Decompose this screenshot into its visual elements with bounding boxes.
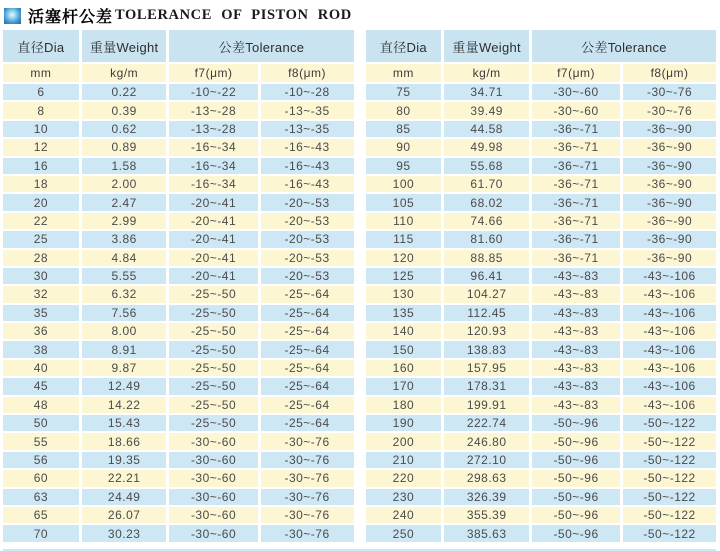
col-header-tolerance: 公差Tolerance (532, 30, 716, 64)
f7-cell: -43~-83 (532, 323, 623, 341)
tolerance-table-right (366, 30, 717, 544)
weight-cell: 2.99 (82, 213, 170, 231)
f8-cell: -25~-64 (261, 360, 354, 378)
f8-cell: -43~-106 (623, 341, 716, 359)
dia-cell: 10 (3, 121, 82, 139)
f8-cell: -25~-64 (261, 397, 354, 415)
weight-cell: 44.58 (444, 121, 532, 139)
page-title (0, 0, 720, 28)
weight-cell: 326.39 (444, 489, 532, 507)
dia-cell: 38 (3, 341, 82, 359)
f7-cell: -30~-60 (169, 470, 260, 488)
table-row (366, 323, 717, 341)
table-row (3, 121, 354, 139)
weight-cell: 1.58 (82, 158, 170, 176)
weight-cell: 0.62 (82, 121, 170, 139)
weight-cell: 222.74 (444, 415, 532, 433)
dia-cell: 160 (366, 360, 445, 378)
dia-cell: 80 (366, 102, 445, 120)
table-row (366, 213, 717, 231)
f8-cell: -25~-64 (261, 305, 354, 323)
f7-cell: -43~-83 (532, 360, 623, 378)
weight-cell: 138.83 (444, 341, 532, 359)
table-row (366, 176, 717, 194)
f8-cell: -30~-76 (261, 452, 354, 470)
table-row (3, 158, 354, 176)
dia-cell: 60 (3, 470, 82, 488)
dia-cell: 85 (366, 121, 445, 139)
page-title-chinese: 活塞杆公差 (28, 9, 114, 26)
f7-cell: -25~-50 (169, 360, 260, 378)
f7-cell: -50~-96 (532, 452, 623, 470)
f8-cell: -16~-43 (261, 158, 354, 176)
f7-cell: -30~-60 (532, 102, 623, 120)
f7-cell: -16~-34 (169, 176, 260, 194)
table-row (3, 397, 354, 415)
dia-cell: 55 (3, 433, 82, 451)
unit-kgm: kg/m (82, 64, 170, 84)
f8-cell: -20~-53 (261, 194, 354, 212)
f7-cell: -30~-60 (169, 452, 260, 470)
weight-cell: 272.10 (444, 452, 532, 470)
dia-cell: 100 (366, 176, 445, 194)
table-row (366, 489, 717, 507)
f8-cell: -36~-90 (623, 139, 716, 157)
f7-cell: -20~-41 (169, 268, 260, 286)
table-row (366, 194, 717, 212)
table-row (366, 84, 717, 102)
dia-cell: 30 (3, 268, 82, 286)
weight-cell: 8.91 (82, 341, 170, 359)
weight-cell: 49.98 (444, 139, 532, 157)
f7-cell: -30~-60 (532, 84, 623, 102)
f8-cell: -43~-106 (623, 323, 716, 341)
dia-cell: 130 (366, 286, 445, 304)
f8-cell: -25~-64 (261, 415, 354, 433)
f7-cell: -13~-28 (169, 121, 260, 139)
weight-cell: 385.63 (444, 525, 532, 543)
dia-cell: 120 (366, 250, 445, 268)
weight-cell: 5.55 (82, 268, 170, 286)
dia-cell: 125 (366, 268, 445, 286)
f8-cell: -43~-106 (623, 305, 716, 323)
dia-cell: 75 (366, 84, 445, 102)
f8-cell: -30~-76 (261, 525, 354, 543)
weight-cell: 298.63 (444, 470, 532, 488)
f7-cell: -20~-41 (169, 231, 260, 249)
table-row (3, 525, 354, 543)
weight-cell: 104.27 (444, 286, 532, 304)
tolerance-table-left (3, 30, 354, 544)
f7-cell: -43~-83 (532, 378, 623, 396)
f8-cell: -36~-90 (623, 250, 716, 268)
f7-cell: -25~-50 (169, 305, 260, 323)
f8-cell: -30~-76 (261, 507, 354, 525)
f7-cell: -16~-34 (169, 158, 260, 176)
dia-cell: 150 (366, 341, 445, 359)
f7-cell: -36~-71 (532, 121, 623, 139)
f8-cell: -50~-122 (623, 525, 716, 543)
weight-cell: 6.32 (82, 286, 170, 304)
f8-cell: -20~-53 (261, 268, 354, 286)
f8-cell: -30~-76 (261, 470, 354, 488)
unit-f8: f8(μm) (261, 64, 354, 84)
table-row (366, 268, 717, 286)
dia-cell: 230 (366, 489, 445, 507)
table-row (366, 286, 717, 304)
f7-cell: -50~-96 (532, 507, 623, 525)
f8-cell: -50~-122 (623, 470, 716, 488)
table-row (366, 507, 717, 525)
dia-cell: 36 (3, 323, 82, 341)
f7-cell: -25~-50 (169, 323, 260, 341)
f7-cell: -43~-83 (532, 341, 623, 359)
f7-cell: -25~-50 (169, 415, 260, 433)
weight-cell: 22.21 (82, 470, 170, 488)
f8-cell: -20~-53 (261, 250, 354, 268)
unit-f8: f8(μm) (623, 64, 716, 84)
units-row (366, 64, 717, 84)
dia-cell: 65 (3, 507, 82, 525)
f7-cell: -36~-71 (532, 139, 623, 157)
f8-cell: -50~-122 (623, 415, 716, 433)
dia-cell: 18 (3, 176, 82, 194)
table-row (3, 176, 354, 194)
table-row (366, 452, 717, 470)
weight-cell: 0.22 (82, 84, 170, 102)
f7-cell: -36~-71 (532, 176, 623, 194)
f8-cell: -30~-76 (261, 433, 354, 451)
weight-cell: 178.31 (444, 378, 532, 396)
dia-cell: 180 (366, 397, 445, 415)
f7-cell: -20~-41 (169, 250, 260, 268)
table-row (3, 102, 354, 120)
weight-cell: 0.39 (82, 102, 170, 120)
unit-kgm: kg/m (444, 64, 532, 84)
f7-cell: -20~-41 (169, 213, 260, 231)
table-row (366, 250, 717, 268)
f8-cell: -50~-122 (623, 489, 716, 507)
table-row (3, 305, 354, 323)
f8-cell: -43~-106 (623, 268, 716, 286)
dia-cell: 95 (366, 158, 445, 176)
weight-cell: 2.47 (82, 194, 170, 212)
header-row (3, 30, 354, 64)
f7-cell: -36~-71 (532, 213, 623, 231)
f8-cell: -50~-122 (623, 433, 716, 451)
dia-cell: 170 (366, 378, 445, 396)
weight-cell: 24.49 (82, 489, 170, 507)
f7-cell: -36~-71 (532, 194, 623, 212)
col-header-dia: 直径Dia (3, 30, 82, 64)
f8-cell: -13~-35 (261, 102, 354, 120)
f7-cell: -16~-34 (169, 139, 260, 157)
f7-cell: -36~-71 (532, 231, 623, 249)
f7-cell: -25~-50 (169, 341, 260, 359)
weight-cell: 74.66 (444, 213, 532, 231)
f8-cell: -25~-64 (261, 286, 354, 304)
dia-cell: 105 (366, 194, 445, 212)
f8-cell: -43~-106 (623, 397, 716, 415)
unit-mm: mm (3, 64, 82, 84)
weight-cell: 0.89 (82, 139, 170, 157)
table-row (3, 415, 354, 433)
table-row (3, 433, 354, 451)
unit-f7: f7(μm) (169, 64, 260, 84)
weight-cell: 7.56 (82, 305, 170, 323)
unit-f7: f7(μm) (532, 64, 623, 84)
f7-cell: -50~-96 (532, 525, 623, 543)
weight-cell: 68.02 (444, 194, 532, 212)
col-header-weight: 重量Weight (444, 30, 532, 64)
table-row (366, 158, 717, 176)
table-row (3, 360, 354, 378)
dia-cell: 48 (3, 397, 82, 415)
table-row (366, 121, 717, 139)
f7-cell: -25~-50 (169, 286, 260, 304)
dia-cell: 40 (3, 360, 82, 378)
f8-cell: -36~-90 (623, 213, 716, 231)
table-row (3, 489, 354, 507)
f8-cell: -25~-64 (261, 341, 354, 359)
f8-cell: -36~-90 (623, 194, 716, 212)
f7-cell: -25~-50 (169, 378, 260, 396)
weight-cell: 112.45 (444, 305, 532, 323)
weight-cell: 15.43 (82, 415, 170, 433)
table-row (3, 250, 354, 268)
f8-cell: -36~-90 (623, 231, 716, 249)
f7-cell: -30~-60 (169, 525, 260, 543)
dia-cell: 50 (3, 415, 82, 433)
col-header-dia: 直径Dia (366, 30, 445, 64)
table-row (366, 433, 717, 451)
dia-cell: 35 (3, 305, 82, 323)
table-row (3, 231, 354, 249)
bullet-square-icon (4, 8, 21, 24)
table-row (366, 231, 717, 249)
dia-cell: 6 (3, 84, 82, 102)
dia-cell: 8 (3, 102, 82, 120)
dia-cell: 70 (3, 525, 82, 543)
table-row (3, 341, 354, 359)
dia-cell: 115 (366, 231, 445, 249)
table-row (3, 84, 354, 102)
table-row (3, 323, 354, 341)
table-row (3, 286, 354, 304)
f8-cell: -16~-43 (261, 139, 354, 157)
table-row (3, 268, 354, 286)
f7-cell: -36~-71 (532, 250, 623, 268)
weight-cell: 55.68 (444, 158, 532, 176)
weight-cell: 39.49 (444, 102, 532, 120)
table-row (366, 397, 717, 415)
dia-cell: 200 (366, 433, 445, 451)
f8-cell: -43~-106 (623, 360, 716, 378)
f7-cell: -50~-96 (532, 489, 623, 507)
table-row (3, 452, 354, 470)
table-row (3, 378, 354, 396)
f7-cell: -36~-71 (532, 158, 623, 176)
dia-cell: 140 (366, 323, 445, 341)
table-row (3, 194, 354, 212)
weight-cell: 12.49 (82, 378, 170, 396)
dia-cell: 45 (3, 378, 82, 396)
weight-cell: 18.66 (82, 433, 170, 451)
dia-cell: 56 (3, 452, 82, 470)
f7-cell: -30~-60 (169, 489, 260, 507)
table-row (366, 378, 717, 396)
dia-cell: 220 (366, 470, 445, 488)
f7-cell: -30~-60 (169, 507, 260, 525)
weight-cell: 2.00 (82, 176, 170, 194)
weight-cell: 9.87 (82, 360, 170, 378)
f7-cell: -30~-60 (169, 433, 260, 451)
table-row (366, 139, 717, 157)
page-title-english: TOLERANCE OF PISTON ROD (115, 7, 352, 23)
f7-cell: -50~-96 (532, 470, 623, 488)
table-row (366, 415, 717, 433)
f8-cell: -25~-64 (261, 323, 354, 341)
weight-cell: 199.91 (444, 397, 532, 415)
weight-cell: 88.85 (444, 250, 532, 268)
weight-cell: 30.23 (82, 525, 170, 543)
f8-cell: -30~-76 (623, 84, 716, 102)
dia-cell: 250 (366, 525, 445, 543)
unit-mm: mm (366, 64, 445, 84)
header-row (366, 30, 717, 64)
f8-cell: -36~-90 (623, 176, 716, 194)
weight-cell: 246.80 (444, 433, 532, 451)
table-row (366, 525, 717, 543)
weight-cell: 355.39 (444, 507, 532, 525)
f7-cell: -43~-83 (532, 305, 623, 323)
f8-cell: -43~-106 (623, 378, 716, 396)
col-header-weight: 重量Weight (82, 30, 170, 64)
dia-cell: 240 (366, 507, 445, 525)
f8-cell: -13~-35 (261, 121, 354, 139)
f7-cell: -50~-96 (532, 415, 623, 433)
table-row (366, 102, 717, 120)
table-row (3, 139, 354, 157)
f8-cell: -20~-53 (261, 213, 354, 231)
f8-cell: -25~-64 (261, 378, 354, 396)
weight-cell: 120.93 (444, 323, 532, 341)
table-row (366, 360, 717, 378)
dia-cell: 110 (366, 213, 445, 231)
dia-cell: 90 (366, 139, 445, 157)
dia-cell: 210 (366, 452, 445, 470)
f8-cell: -36~-90 (623, 121, 716, 139)
f7-cell: -43~-83 (532, 286, 623, 304)
dia-cell: 32 (3, 286, 82, 304)
col-header-tolerance: 公差Tolerance (169, 30, 353, 64)
table-row (366, 341, 717, 359)
f8-cell: -10~-28 (261, 84, 354, 102)
dia-cell: 190 (366, 415, 445, 433)
dia-cell: 28 (3, 250, 82, 268)
f8-cell: -30~-76 (623, 102, 716, 120)
tolerance-tables (0, 28, 720, 544)
weight-cell: 14.22 (82, 397, 170, 415)
dia-cell: 22 (3, 213, 82, 231)
f8-cell: -50~-122 (623, 507, 716, 525)
table-row (366, 470, 717, 488)
weight-cell: 3.86 (82, 231, 170, 249)
table-row (366, 305, 717, 323)
weight-cell: 8.00 (82, 323, 170, 341)
f7-cell: -10~-22 (169, 84, 260, 102)
f8-cell: -36~-90 (623, 158, 716, 176)
weight-cell: 4.84 (82, 250, 170, 268)
f8-cell: -16~-43 (261, 176, 354, 194)
weight-cell: 34.71 (444, 84, 532, 102)
f7-cell: -25~-50 (169, 397, 260, 415)
units-row (3, 64, 354, 84)
dia-cell: 135 (366, 305, 445, 323)
weight-cell: 26.07 (82, 507, 170, 525)
f7-cell: -43~-83 (532, 268, 623, 286)
table-row (3, 507, 354, 525)
weight-cell: 19.35 (82, 452, 170, 470)
dia-cell: 25 (3, 231, 82, 249)
f8-cell: -30~-76 (261, 489, 354, 507)
weight-cell: 81.60 (444, 231, 532, 249)
weight-cell: 61.70 (444, 176, 532, 194)
table-row (3, 470, 354, 488)
weight-cell: 96.41 (444, 268, 532, 286)
weight-cell: 157.95 (444, 360, 532, 378)
f7-cell: -20~-41 (169, 194, 260, 212)
f8-cell: -50~-122 (623, 452, 716, 470)
f8-cell: -43~-106 (623, 286, 716, 304)
dia-cell: 12 (3, 139, 82, 157)
dia-cell: 63 (3, 489, 82, 507)
f7-cell: -43~-83 (532, 397, 623, 415)
table-row (3, 213, 354, 231)
f7-cell: -13~-28 (169, 102, 260, 120)
f7-cell: -50~-96 (532, 433, 623, 451)
f8-cell: -20~-53 (261, 231, 354, 249)
dia-cell: 20 (3, 194, 82, 212)
dia-cell: 16 (3, 158, 82, 176)
